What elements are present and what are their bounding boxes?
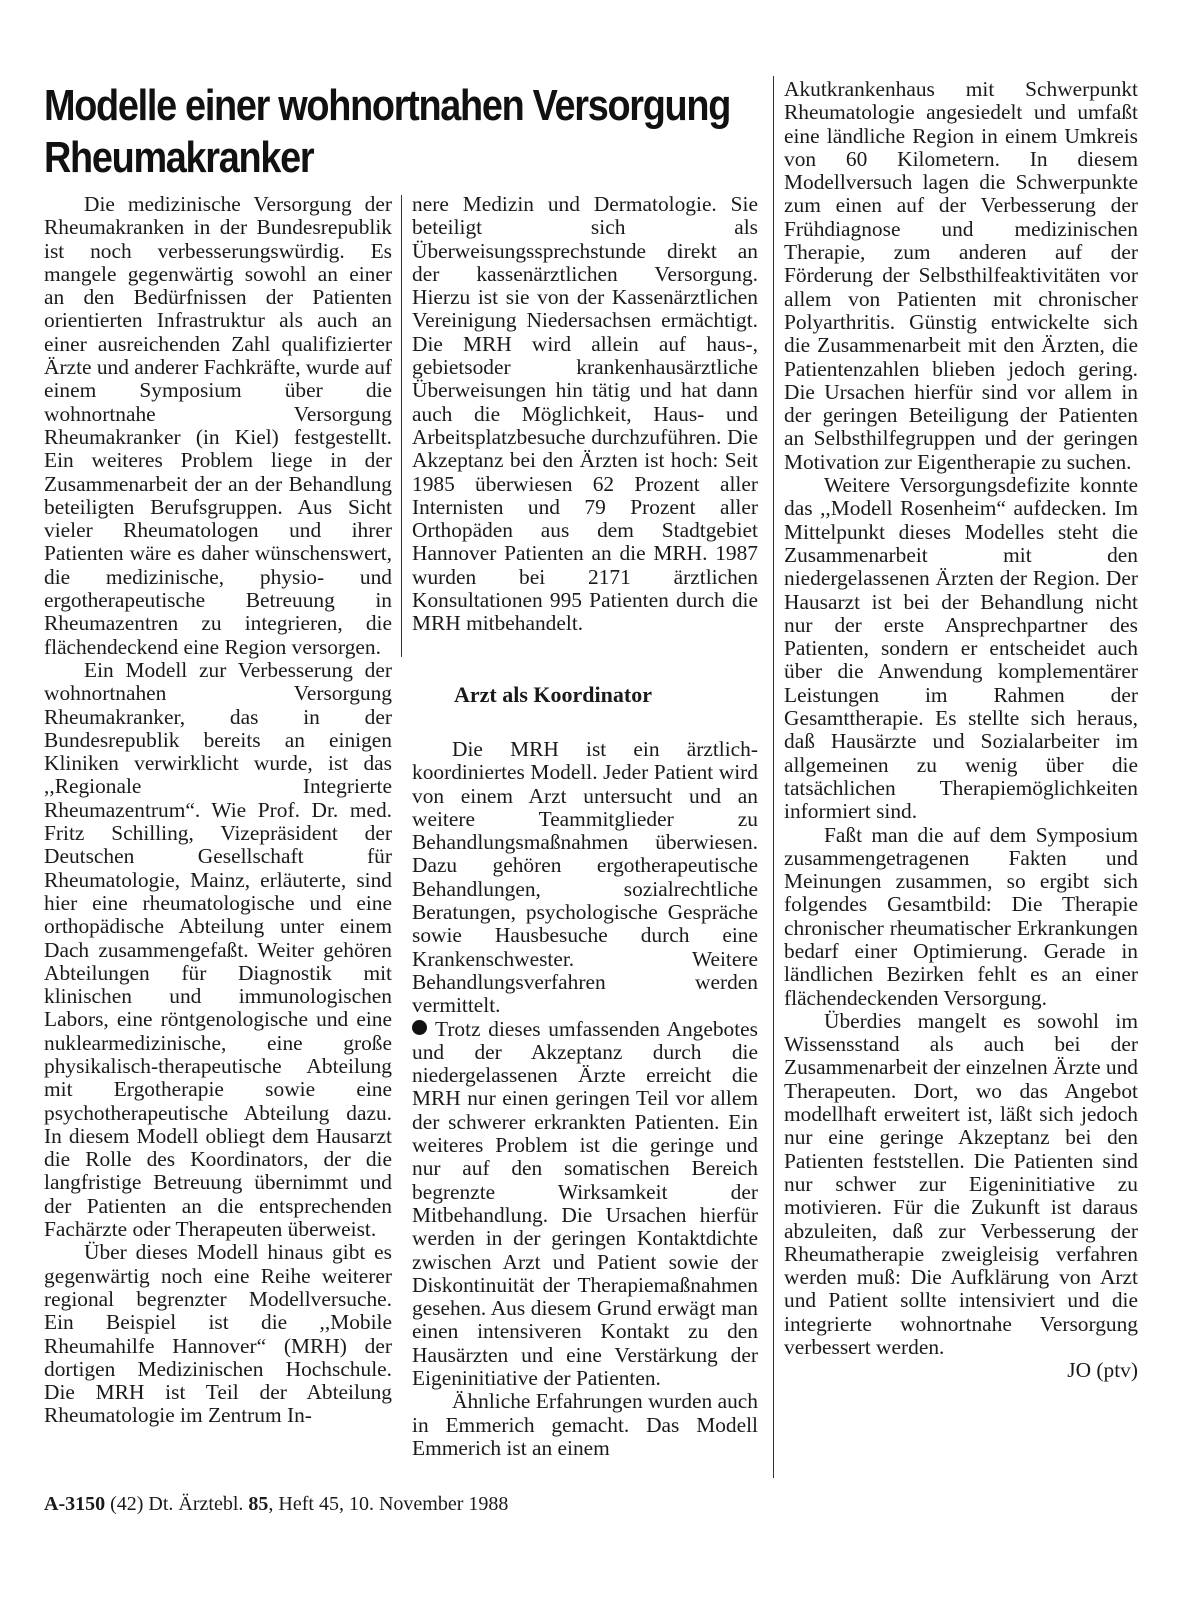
paragraph: Über dieses Modell hinaus gibt es gegenwärtig noch eine Reihe weiterer regional begrenzter Modellversuche. Ein Beispiel ist die ,,Mobile Rheumahilfe Hannover“ (MRH) der dortigen Medizinischen Hochschule. Die MRH ist Teil der Abteilung Rheumatologie im Zentrum In- [44,1240,392,1428]
column-2-top [412,193,758,636]
paragraph: Ein Modell zur Verbesserung der wohnortnahen Versorgung Rheumakranker, das in der Bundesrepublik bereits an einigen Kliniken verwirklicht wurde, ist das ,,Regionale Integrierte Rheumazentrum“. Wie Prof. Dr. med. Fritz Schilling, Vizepräsident der Deutschen Gesellschaft für Rheumatologie, Mainz, erläuterte, sind hier eine rheumatologische und eine orthopädische Abteilung unter einem Dach zusammengefaßt. Weiter gehören Abteilungen für Diagnostik mit klinischen und immunologischen Labors, eine röntgenologische und eine nuklearmedizinische, eine große physikalisch-therapeutische Abteilung mit Ergotherapie sowie eine psychotherapeutische Abteilung dazu. In diesem Modell obliegt dem Hausarzt die Rolle des Koordinators, der die langfristige Betreuung übernimmt und der Patienten an die entsprechenden Fachärzte oder Therapeuten überweist. [44,657,392,1242]
author-signature: JO (ptv) [1067,1358,1138,1383]
article-title [44,80,774,184]
bullet-icon [412,1020,427,1035]
column-divider [401,195,402,657]
subheading: Arzt als Koordinator [454,682,652,707]
paragraph: Akutkrankenhaus mit Schwerpunkt Rheumatologie angesiedelt und umfaßt eine ländliche Region in einem Umkreis von 60 Kilometern. In diesem Modellversuch lagen die Schwerpunkte zum einen auf der Verbesserung der Frühdiagnose und medizinischen Therapie, zum anderen auf der Förderung der Selbsthilfeaktivitäten vor allem von Patienten mit chronischer Polyarthritis. Günstig entwickelte sich die Zusammenarbeit mit den Ärzten, die Patientenzahlen blieben jedoch gering. Die Ursachen hierfür sind vor allem in der geringen Beteiligung der Patienten an Selbsthilfegruppen und der geringen Motivation zur Eigentherapie zu suchen. [784,77,1138,474]
paragraph: Die medizinische Versorgung der Rheumakranken in der Bundesrepublik ist noch verbesserungswürdig. Es mangele gegenwärtig sowohl an einer an den Bedürfnissen der Patienten orientierten Infrastruktur als auch an einer ausreichenden Zahl qualifizierter Ärzte und anderer Fachkräfte, wurde auf einem Symposium über die wohnortnahe Versorgung Rheumakranker (in Kiel) festgestellt. Ein weiteres Problem liege in der Zusammenarbeit der an der Behandlung beteiligten Berufsgruppen. Aus Sicht vieler Rheumatologen und ihrer Patienten wäre es daher wünschenswert, die medizinische, physio- und ergotherapeutische Betreuung in Rheumazentren zu integrieren, die flächendeckend eine Region versorgen. [44,192,393,659]
paragraph: Ähnliche Erfahrungen wurden auch in Emmerich gemacht. Das Modell Emmerich ist an einem [412,1389,758,1460]
journal-volume: 85 [248,1493,269,1515]
paragraph: nere Medizin und Dermatologie. Sie beteiligt sich als Überweisungssprechstunde direkt an der kassenärztlichen Versorgung. Hierzu ist sie von der Kassenärztlichen Vereinigung Niedersachsen ermächtigt. Die MRH wird allein auf haus-, gebietsoder krankenhausärztliche Überweisungen hin tätig und hat dann auch die Möglichkeit, Haus- und Arbeitsplatzbesuche durchzuführen. Die Akzeptanz bei den Ärzten ist hoch: Seit 1985 überwiesen 62 Prozent aller Internisten und 79 Prozent aller Orthopäden aus dem Stadtgebiet Hannover Patienten an die MRH. 1987 wurden bei 2171 ärztlichen Konsultationen 995 Patienten durch die MRH mitbehandelt. [412,192,758,636]
page-footer [44,1493,508,1516]
column-3 [784,78,1138,1383]
paragraph-text: Trotz dieses umfassenden Angebotes und der Akzeptanz durch die niedergelassenen Ärzte erreicht die MRH nur einen geringen Teil vor allem der schwerer erkrankten Patienten. Ein weiteres Problem ist die geringe und nur auf den somatischen Bereich begrenzte Wirksamkeit der Mitbehandlung. Die Ursachen hierfür werden in der geringen Kontaktdichte zwischen Arzt und Patient sowie der Diskontinuität der Therapiemaßnahmen gesehen. Aus diesem Grund erwägt man einen intensiveren Kontakt zu den Hausärzten und eine Verstärkung der Eigeninitiative der Patienten. [412,1016,758,1391]
column-2-bottom [412,738,758,1460]
bullet-paragraph [412,1018,758,1391]
journal-issue: (42) Dt. Ärztebl. [110,1493,244,1515]
paragraph: Überdies mangelt es sowohl im Wissensstand als auch bei der Zusammenarbeit der einzelnen Ärzte und Therapeuten. Dort, wo das Angebot modellhaft erweitert ist, läßt sich jedoch nur eine geringe Akzeptanz bei den Patienten feststellen. Die Patienten sind nur schwer zur Eigeninitiative zu motivieren. Für die Zukunft ist daraus abzuleiten, daß zur Verbesserung der Rheumatherapie zweigleisig verfahren werden muß: Die Aufklärung von Arzt und Patient sollte intensiviert und die integrierte wohnortnahe Versorgung verbessert werden. [784,1008,1138,1360]
column-divider [773,76,774,1478]
paragraph: Weitere Versorgungsdefizite konnte das ,,Modell Rosenheim“ aufdecken. Im Mittelpunkt dieses Modelles steht die Zusammenarbeit mit den niedergelassenen Ärzten der Region. Der Hausarzt ist bei der Behandlung nicht nur der erste Ansprechpartner des Patienten, sondern er entscheidet auch über die Anwendung komplementärer Leistungen im Rahmen der Gesamttherapie. Es stellte sich heraus, daß Hausärzte und Sozialarbeiter im allgemeinen zu wenig über die tatsächlichen Therapiemöglichkeiten informiert sind. [784,473,1138,824]
paragraph: Faßt man die auf dem Symposium zusammengetragenen Fakten und Meinungen zusammen, so ergibt sich folgendes Gesamtbild: Die Therapie chronischer rheumatischer Erkrankungen bedarf einer Optimierung. Gerade in ländlichen Bezirken fehlt es an einer flächendeckenden Versorgung. [784,822,1138,1010]
column-1 [44,193,392,1428]
title-line-2: Rheumakranker [44,133,314,182]
paragraph: Die MRH ist ein ärztlich-koordiniertes Modell. Jeder Patient wird von einem Arzt untersucht und an weitere Teammitglieder zu Behandlungsmaßnahmen überwiesen. Dazu gehören ergotherapeutische Behandlungen, sozialrechtliche Beratungen, psychologische Gespräche sowie Hausbesuche durch eine Krankenschwester. Weitere Behandlungsverfahren werden vermittelt. [412,737,758,1018]
title-line-1: Modelle einer wohnortnahen Versorgung [44,81,731,130]
page-number: A-3150 [44,1493,106,1515]
journal-date: , Heft 45, 10. November 1988 [268,1493,509,1515]
